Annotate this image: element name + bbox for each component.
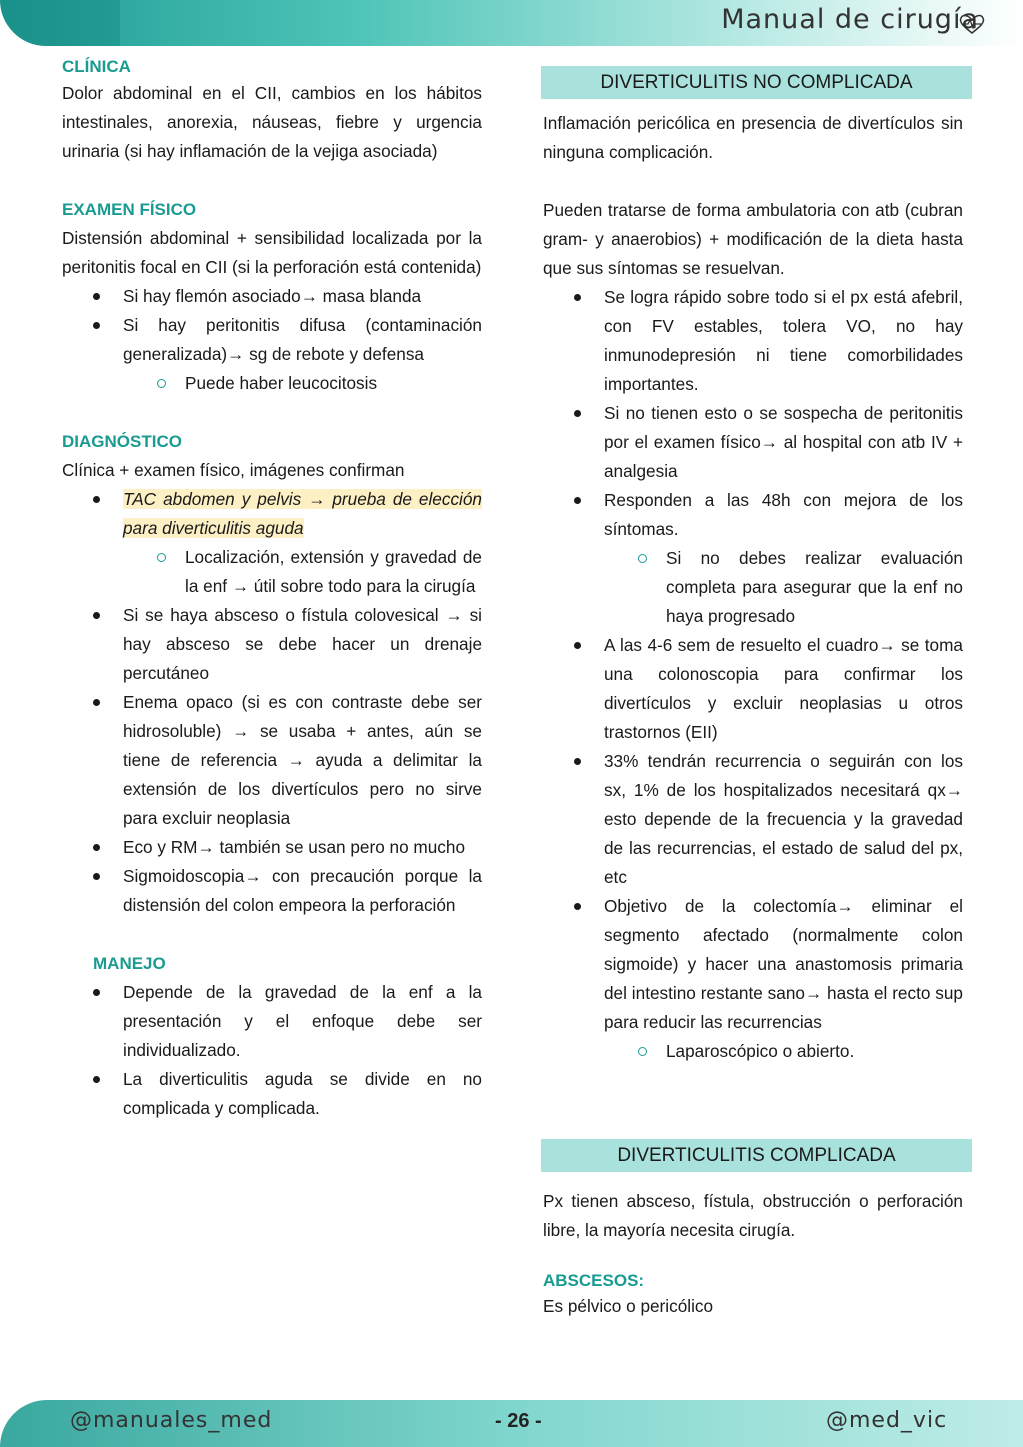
bullet-icon xyxy=(93,1076,100,1083)
nc-text-2: Pueden tratarse de forma ambulatoria con atb (cubran gram- y anaerobios) + modificación de la dieta hasta que sus síntomas se resuelvan. xyxy=(543,200,963,278)
sub-list-item: Puede haber leucocitosis xyxy=(62,369,482,398)
list-item xyxy=(62,485,482,543)
header-title: Manual de cirugía xyxy=(721,4,979,35)
bullet-icon xyxy=(574,758,581,765)
list-item: Si hay flemón asociado→ masa blanda xyxy=(62,282,482,311)
list-item: A las 4-6 sem de resuelto el cuadro→ se toma una colonoscopia para confirmar los divertículos y excluir neoplasias u otros trastornos (EII) xyxy=(543,631,963,747)
bullet-icon xyxy=(574,410,581,417)
manejo-title: MANEJO xyxy=(93,954,166,973)
bullet-icon xyxy=(93,293,100,300)
left-column xyxy=(62,52,482,1123)
bullet-icon xyxy=(93,989,100,996)
list-item: Depende de la gravedad de la enf a la presentación y el enfoque debe ser individualizado. xyxy=(62,978,482,1065)
ring-bullet-icon xyxy=(638,1047,647,1056)
list-item: Sigmoidoscopia→ con precaución porque la distensión del colon empeora la perforación xyxy=(62,862,482,920)
bullet-icon xyxy=(574,294,581,301)
ring-bullet-icon xyxy=(638,554,647,563)
examen-text: Distensión abdominal + sensibilidad localizada por la peritonitis focal en CII (si la perforación está contenida) xyxy=(62,228,482,277)
highlighted-text: TAC abdomen y pelvis → prueba de elección para diverticulitis aguda xyxy=(123,489,482,538)
right-column xyxy=(543,109,963,1066)
abscesos-title: ABSCESOS: xyxy=(543,1271,645,1290)
diagnostico-text: Clínica + examen físico, imágenes confirman xyxy=(62,460,405,480)
sub-list-item: Laparoscópico o abierto. xyxy=(543,1037,963,1066)
sub-list-item: Localización, extensión y gravedad de la enf → útil sobre todo para la cirugía xyxy=(62,543,482,601)
diagnostico-title: DIAGNÓSTICO xyxy=(62,432,182,451)
clinica-text: Dolor abdominal en el CII, cambios en los hábitos intestinales, anorexia, náuseas, fiebre y urgencia urinaria (si hay inflamación de la vejiga asociada) xyxy=(62,83,482,161)
c-text: Px tienen absceso, fístula, obstrucción o perforación libre, la mayoría necesita cirugía. xyxy=(543,1191,963,1240)
page-number: - 26 - xyxy=(495,1410,542,1432)
bullet-icon xyxy=(574,497,581,504)
list-item: Objetivo de la colectomía→ eliminar el segmento afectado (normalmente colon sigmoide) y hacer una anastomosis primaria del intestino restante sano→ hasta el recto sup para reducir las recurrencias xyxy=(543,892,963,1037)
bullet-icon xyxy=(574,903,581,910)
examen-title: EXAMEN FÍSICO xyxy=(62,200,197,219)
sub-list-item: Si no debes realizar evaluación completa para asegurar que la enf no haya progresado xyxy=(543,544,963,631)
bullet-icon xyxy=(93,699,100,706)
list-item: Enema opaco (si es con contraste debe ser hidrosoluble) → se usaba + antes, aún se tiene de referencia → ayuda a delimitar la extensión de los divertículos pero no sirve para excluir neoplasia xyxy=(62,688,482,833)
bullet-icon xyxy=(93,322,100,329)
list-item: Si no tienen esto o se sospecha de peritonitis por el examen físico→ al hospital con atb IV + analgesia xyxy=(543,399,963,486)
list-item: 33% tendrán recurrencia o seguirán con los sx, 1% de los hospitalizados necesitará qx→ esto depende de la frecuencia y la gravedad de las recurrencias, el estado de salud del px, etc xyxy=(543,747,963,892)
right-column-complicada xyxy=(543,1187,963,1321)
list-item: Si se haya absceso o fístula colovesical → si hay absceso se debe hacer un drenaje percutáneo xyxy=(62,601,482,688)
heart-icon xyxy=(957,12,987,36)
bullet-icon xyxy=(93,873,100,880)
list-item: Responden a las 48h con mejora de los síntomas. xyxy=(543,486,963,544)
bullet-icon xyxy=(93,496,100,503)
ring-bullet-icon xyxy=(157,553,166,562)
abscesos-text: Es pélvico o pericólico xyxy=(543,1296,714,1316)
list-item: Se logra rápido sobre todo si el px está afebril, con FV estables, tolera VO, no hay inmunodepresión ni tiene comorbilidades importantes. xyxy=(543,283,963,399)
clinica-title: CLÍNICA xyxy=(62,57,131,76)
list-item: Eco y RM→ también se usan pero no mucho xyxy=(62,833,482,862)
footer-handle-right: @med_vic xyxy=(826,1408,948,1433)
bullet-icon xyxy=(93,612,100,619)
nc-text-1: Inflamación pericólica en presencia de divertículos sin ninguna complicación. xyxy=(543,113,963,162)
ring-bullet-icon xyxy=(157,379,166,388)
bullet-icon xyxy=(574,642,581,649)
bullet-icon xyxy=(93,844,100,851)
section-box-complicada: DIVERTICULITIS COMPLICADA xyxy=(541,1139,972,1172)
section-box-no-complicada: DIVERTICULITIS NO COMPLICADA xyxy=(541,66,972,99)
footer-handle-left: @manuales_med xyxy=(70,1408,273,1433)
list-item: La diverticulitis aguda se divide en no complicada y complicada. xyxy=(62,1065,482,1123)
list-item: Si hay peritonitis difusa (contaminación generalizada)→ sg de rebote y defensa xyxy=(62,311,482,369)
